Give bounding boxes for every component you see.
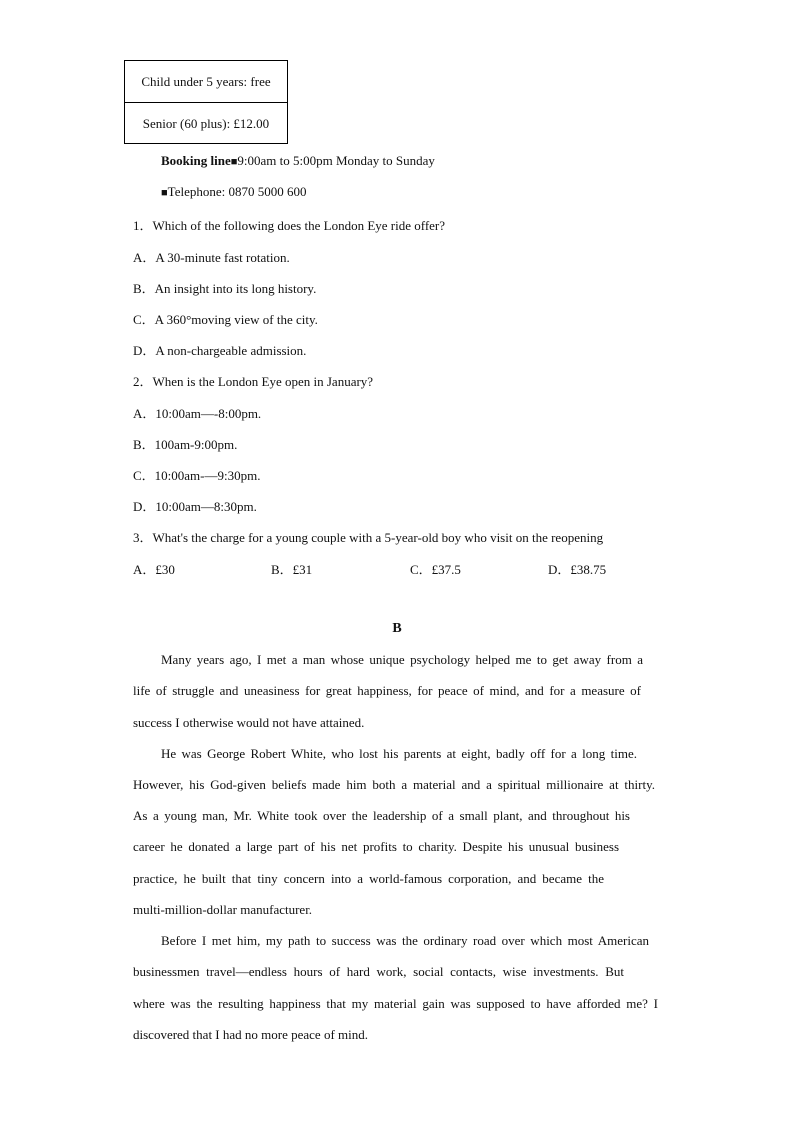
square-bullet-icon: ■ [230,156,238,168]
paragraph-line: discovered that I had no more peace of mind. [133,1027,368,1042]
question-3-option-b: B．£31 [271,562,313,577]
question-1-option-d: D．A non-chargeable admission. [133,343,307,358]
paragraph-line: Before I met him, my path to success was the ordinary road over which most American [161,933,649,948]
booking-line [161,153,435,169]
price-row-senior: Senior (60 plus): £12.00 [125,102,287,144]
booking-hours: 9:00am to 5:00pm Monday to Sunday [237,153,435,168]
price-table [124,60,288,144]
section-heading: B [392,621,402,636]
question-1-option-b: B．An insight into its long history. [133,281,317,296]
question-2-stem: 2．When is the London Eye open in January? [133,374,374,389]
paragraph-line: businessmen travel—endless hours of hard work, social contacts, wise investments. But [133,964,624,979]
question-2-option-c: C．10:00am-—9:30pm. [133,468,261,483]
question-2-option-d: D．10:00am—8:30pm. [133,499,257,514]
question-1-option-c: C．A 360°moving view of the city. [133,312,318,327]
paragraph-line: career he donated a large part of his net profits to charity. Despite his unusual business [133,839,619,854]
square-bullet-icon: ■ [161,187,168,199]
question-3-option-c: C．£37.5 [410,562,461,577]
booking-label: Booking line [161,153,231,168]
paragraph-line: multi-million-dollar manufacturer. [133,902,313,917]
paragraph-line: where was the resulting happiness that my material gain was supposed to have afforded me? I [133,996,658,1011]
question-2-option-b: B．100am-9:00pm. [133,437,238,452]
question-2-option-a: A．10:00am—-8:00pm. [133,406,262,421]
paragraph-line: practice, he built that tiny concern into a world-famous corporation, and became the [133,871,604,886]
question-1-option-a: A．A 30-minute fast rotation. [133,250,290,265]
price-row-child: Child under 5 years: free [141,74,271,89]
paragraph-line: life of struggle and uneasiness for great happiness, for peace of mind, and for a measure of [133,683,641,698]
question-3-stem: 3．What's the charge for a young couple with a 5-year-old boy who visit on the reopening [133,530,604,545]
question-3-option-a: A．£30 [133,562,175,577]
question-1-stem: 1．Which of the following does the London Eye ride offer? [133,218,446,233]
paragraph-line: However, his God-given beliefs made him both a material and a spiritual millionaire at thirty. [133,777,655,792]
telephone-number: Telephone: 0870 5000 600 [167,184,307,199]
paragraph-line: Many years ago, I met a man whose unique psychology helped me to get away from a [161,652,643,667]
paragraph-line: He was George Robert White, who lost his parents at eight, badly off for a long time. [161,746,637,761]
question-3-option-d: D．£38.75 [548,562,607,577]
paragraph-line: success I otherwise would not have attained. [133,715,365,730]
telephone-line [161,184,306,200]
paragraph-line: As a young man, Mr. White took over the leadership of a small plant, and throughout his [133,808,630,823]
